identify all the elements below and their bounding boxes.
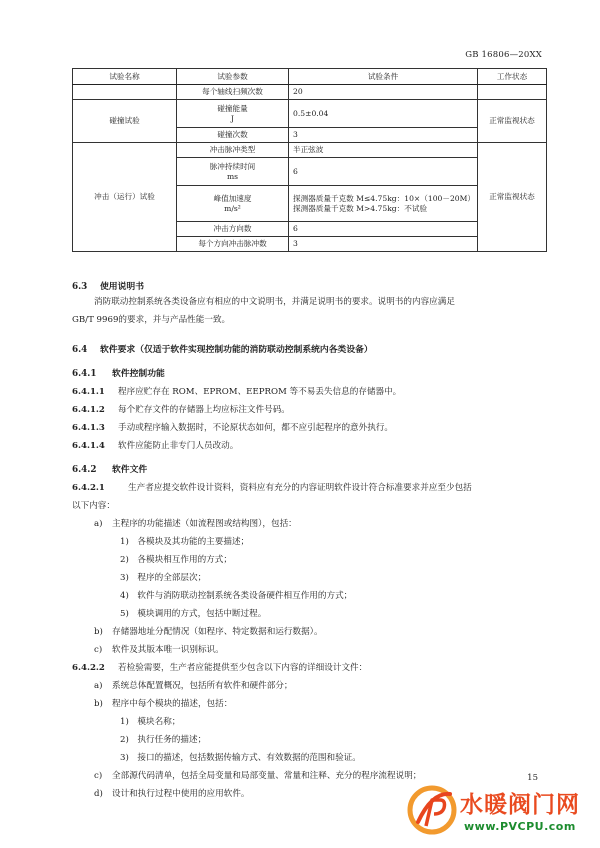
section-title: 使用说明书 [100, 282, 144, 292]
sub-item: 2) 执行任务的描述； [120, 735, 207, 745]
sub-item: 1) 各模块及其功能的主要描述； [120, 537, 250, 547]
section-6-4-2-heading [72, 462, 147, 475]
section-6-3-heading [72, 279, 144, 292]
table-cell: 冲击方向数 [177, 222, 289, 237]
section-6-4-heading [72, 342, 373, 355]
header-test-name: 试验名称 [73, 69, 177, 85]
watermark-logo-icon [404, 782, 460, 838]
clause-6-4-2-2 [72, 661, 367, 673]
list-text: 全部源代码清单，包括全局变量和局部变量、常量和注释、充分的程序流程说明； [112, 771, 422, 781]
list-item-a [94, 517, 297, 529]
param-line: 脉冲持续时间 [209, 162, 256, 172]
table-cell: 0.5±0.04 [289, 100, 478, 128]
table-cell: 3 [289, 237, 478, 252]
list-label: a) [94, 519, 103, 529]
table-cell: 6 [289, 222, 478, 237]
list-text: 软件及其版本唯一识别标识。 [112, 645, 224, 655]
sub-item: 1) 模块名称； [120, 717, 181, 727]
table-cell [289, 186, 478, 222]
list-text: 设计和执行过程中使用的应用软件。 [112, 789, 250, 799]
test-parameters-table [72, 68, 547, 252]
header-test-condition: 试验条件 [289, 69, 478, 85]
detail-item-c [94, 769, 421, 781]
section-6-4-1-heading [72, 366, 165, 379]
sub-item: 5) 模块调用的方式，包括中断过程。 [120, 609, 267, 619]
bump-test-name-cell: 碰撞试验 [73, 100, 177, 143]
table-cell [177, 158, 289, 186]
watermark-title: 水暖阀门网 [460, 792, 580, 818]
param-unit: m/s² [224, 203, 241, 213]
list-text: 系统总体配置概况，包括所有软件和硬件部分； [112, 681, 293, 691]
param-unit: J [230, 113, 235, 123]
clause-number: 6.4.1.4 [72, 441, 105, 451]
section-6-3-body-line1: 消防联动控制系统各类设备应有相应的中文说明书，并满足说明书的要求。说明书的内容应满足 [94, 297, 455, 307]
standard-number: GB 16806—20XX [465, 50, 542, 60]
list-item-c [94, 643, 224, 655]
shock-test-name-cell: 冲击（运行）试验 [73, 143, 177, 252]
clause-text: 软件应能防止非专门人员改动。 [118, 441, 239, 451]
clause-6-4-1-2 [72, 403, 290, 415]
clause-text: 每个贮存文件的存储器上均应标注文件号码。 [118, 405, 290, 415]
table-cell [73, 85, 177, 100]
section-number: 6.3 [72, 282, 88, 292]
list-text: 存储器地址分配情况（如程序、特定数据和运行数据）。 [112, 627, 323, 637]
table-cell: 冲击脉冲类型 [177, 143, 289, 158]
section-title: 软件文件 [112, 465, 148, 475]
sub-item: 2) 各模块相互作用的方式； [120, 555, 232, 565]
section-number: 6.4 [72, 345, 88, 355]
list-label: a) [94, 681, 103, 691]
list-label: c) [94, 645, 103, 655]
param-unit: ms [226, 171, 239, 181]
list-text: 主程序的功能描述（如流程图或结构图），包括： [112, 519, 297, 529]
table-row [73, 85, 547, 100]
table-cell: 6 [289, 158, 478, 186]
clause-text: 若检验需要，生产者应能提供至少包含以下内容的详细设计文件： [118, 663, 368, 673]
table-cell: 每个方向冲击脉冲数 [177, 237, 289, 252]
table-row [73, 143, 547, 158]
list-text: 程序中每个模块的描述，包括： [112, 699, 233, 709]
clause-6-4-1-1 [72, 385, 401, 397]
clause-6-4-2-1 [72, 481, 472, 493]
sub-item: 3) 接口的描述，包括数据传输方式、有效数据的范围和验证。 [120, 753, 361, 763]
clause-text: 手动或程序输入数据时，不论原状态如何，都不应引起程序的意外执行。 [118, 423, 394, 433]
clause-text: 程序应贮存在 ROM、EPROM、EEPROM 等不易丢失信息的存储器中。 [118, 387, 402, 397]
section-number: 6.4.2 [72, 465, 97, 475]
clause-number: 6.4.2.2 [72, 663, 105, 673]
list-label: b) [94, 627, 103, 637]
param-line: 碰撞能量 [217, 104, 248, 114]
table-cell: 20 [289, 85, 478, 100]
page-number: 15 [527, 773, 538, 783]
table-cell: 3 [289, 128, 478, 143]
section-title: 软件控制功能 [112, 369, 165, 379]
table-cell [177, 186, 289, 222]
table-cell: 半正弦波 [289, 143, 478, 158]
sub-item: 3) 程序的全部层次； [120, 573, 207, 583]
list-label: d) [94, 789, 103, 799]
section-6-3-body-line2: GB/T 9969的要求，并与产品性能一致。 [72, 315, 231, 325]
bump-state-cell: 正常监视状态 [478, 100, 547, 143]
table-header-row [73, 69, 547, 85]
condition-line: 探测器质量千克数 M>4.75kg：不试验 [293, 203, 428, 213]
table-cell: 碰撞次数 [177, 128, 289, 143]
clause-6-4-1-3 [72, 421, 393, 433]
clause-6-4-2-1-cont: 以下内容： [72, 501, 115, 511]
sub-item: 4) 软件与消防联动控制系统各类设备硬件相互作用的方式； [120, 591, 353, 601]
list-label: b) [94, 699, 103, 709]
clause-text: 生产者应提交软件设计资料，资料应有充分的内容证明软件设计符合标准要求并应至少包括 [128, 483, 472, 493]
watermark [404, 782, 594, 844]
detail-item-b [94, 697, 232, 709]
section-number: 6.4.1 [72, 369, 97, 379]
clause-number: 6.4.2.1 [72, 483, 105, 493]
detail-item-d [94, 787, 250, 799]
clause-number: 6.4.1.3 [72, 423, 105, 433]
list-item-b [94, 625, 323, 637]
section-title: 软件要求（仅适于软件实现控制功能的消防联动控制系统内各类设备） [100, 345, 373, 355]
list-label: c) [94, 771, 103, 781]
watermark-url: www.PVCPU.com [464, 820, 576, 833]
detail-item-a [94, 679, 292, 691]
table-cell [177, 100, 289, 128]
header-test-param: 试验参数 [177, 69, 289, 85]
param-line: 峰值加速度 [213, 194, 252, 204]
clause-number: 6.4.1.2 [72, 405, 105, 415]
shock-state-cell: 正常监视状态 [478, 143, 547, 252]
table-cell [478, 85, 547, 100]
condition-line: 探测器质量千克数 M≤4.75kg：10×（100－20M） [293, 194, 476, 204]
clause-number: 6.4.1.1 [72, 387, 105, 397]
header-work-state: 工作状态 [478, 69, 547, 85]
table-row [73, 100, 547, 128]
clause-6-4-1-4 [72, 439, 238, 451]
table-cell: 每个轴线扫频次数 [177, 85, 289, 100]
